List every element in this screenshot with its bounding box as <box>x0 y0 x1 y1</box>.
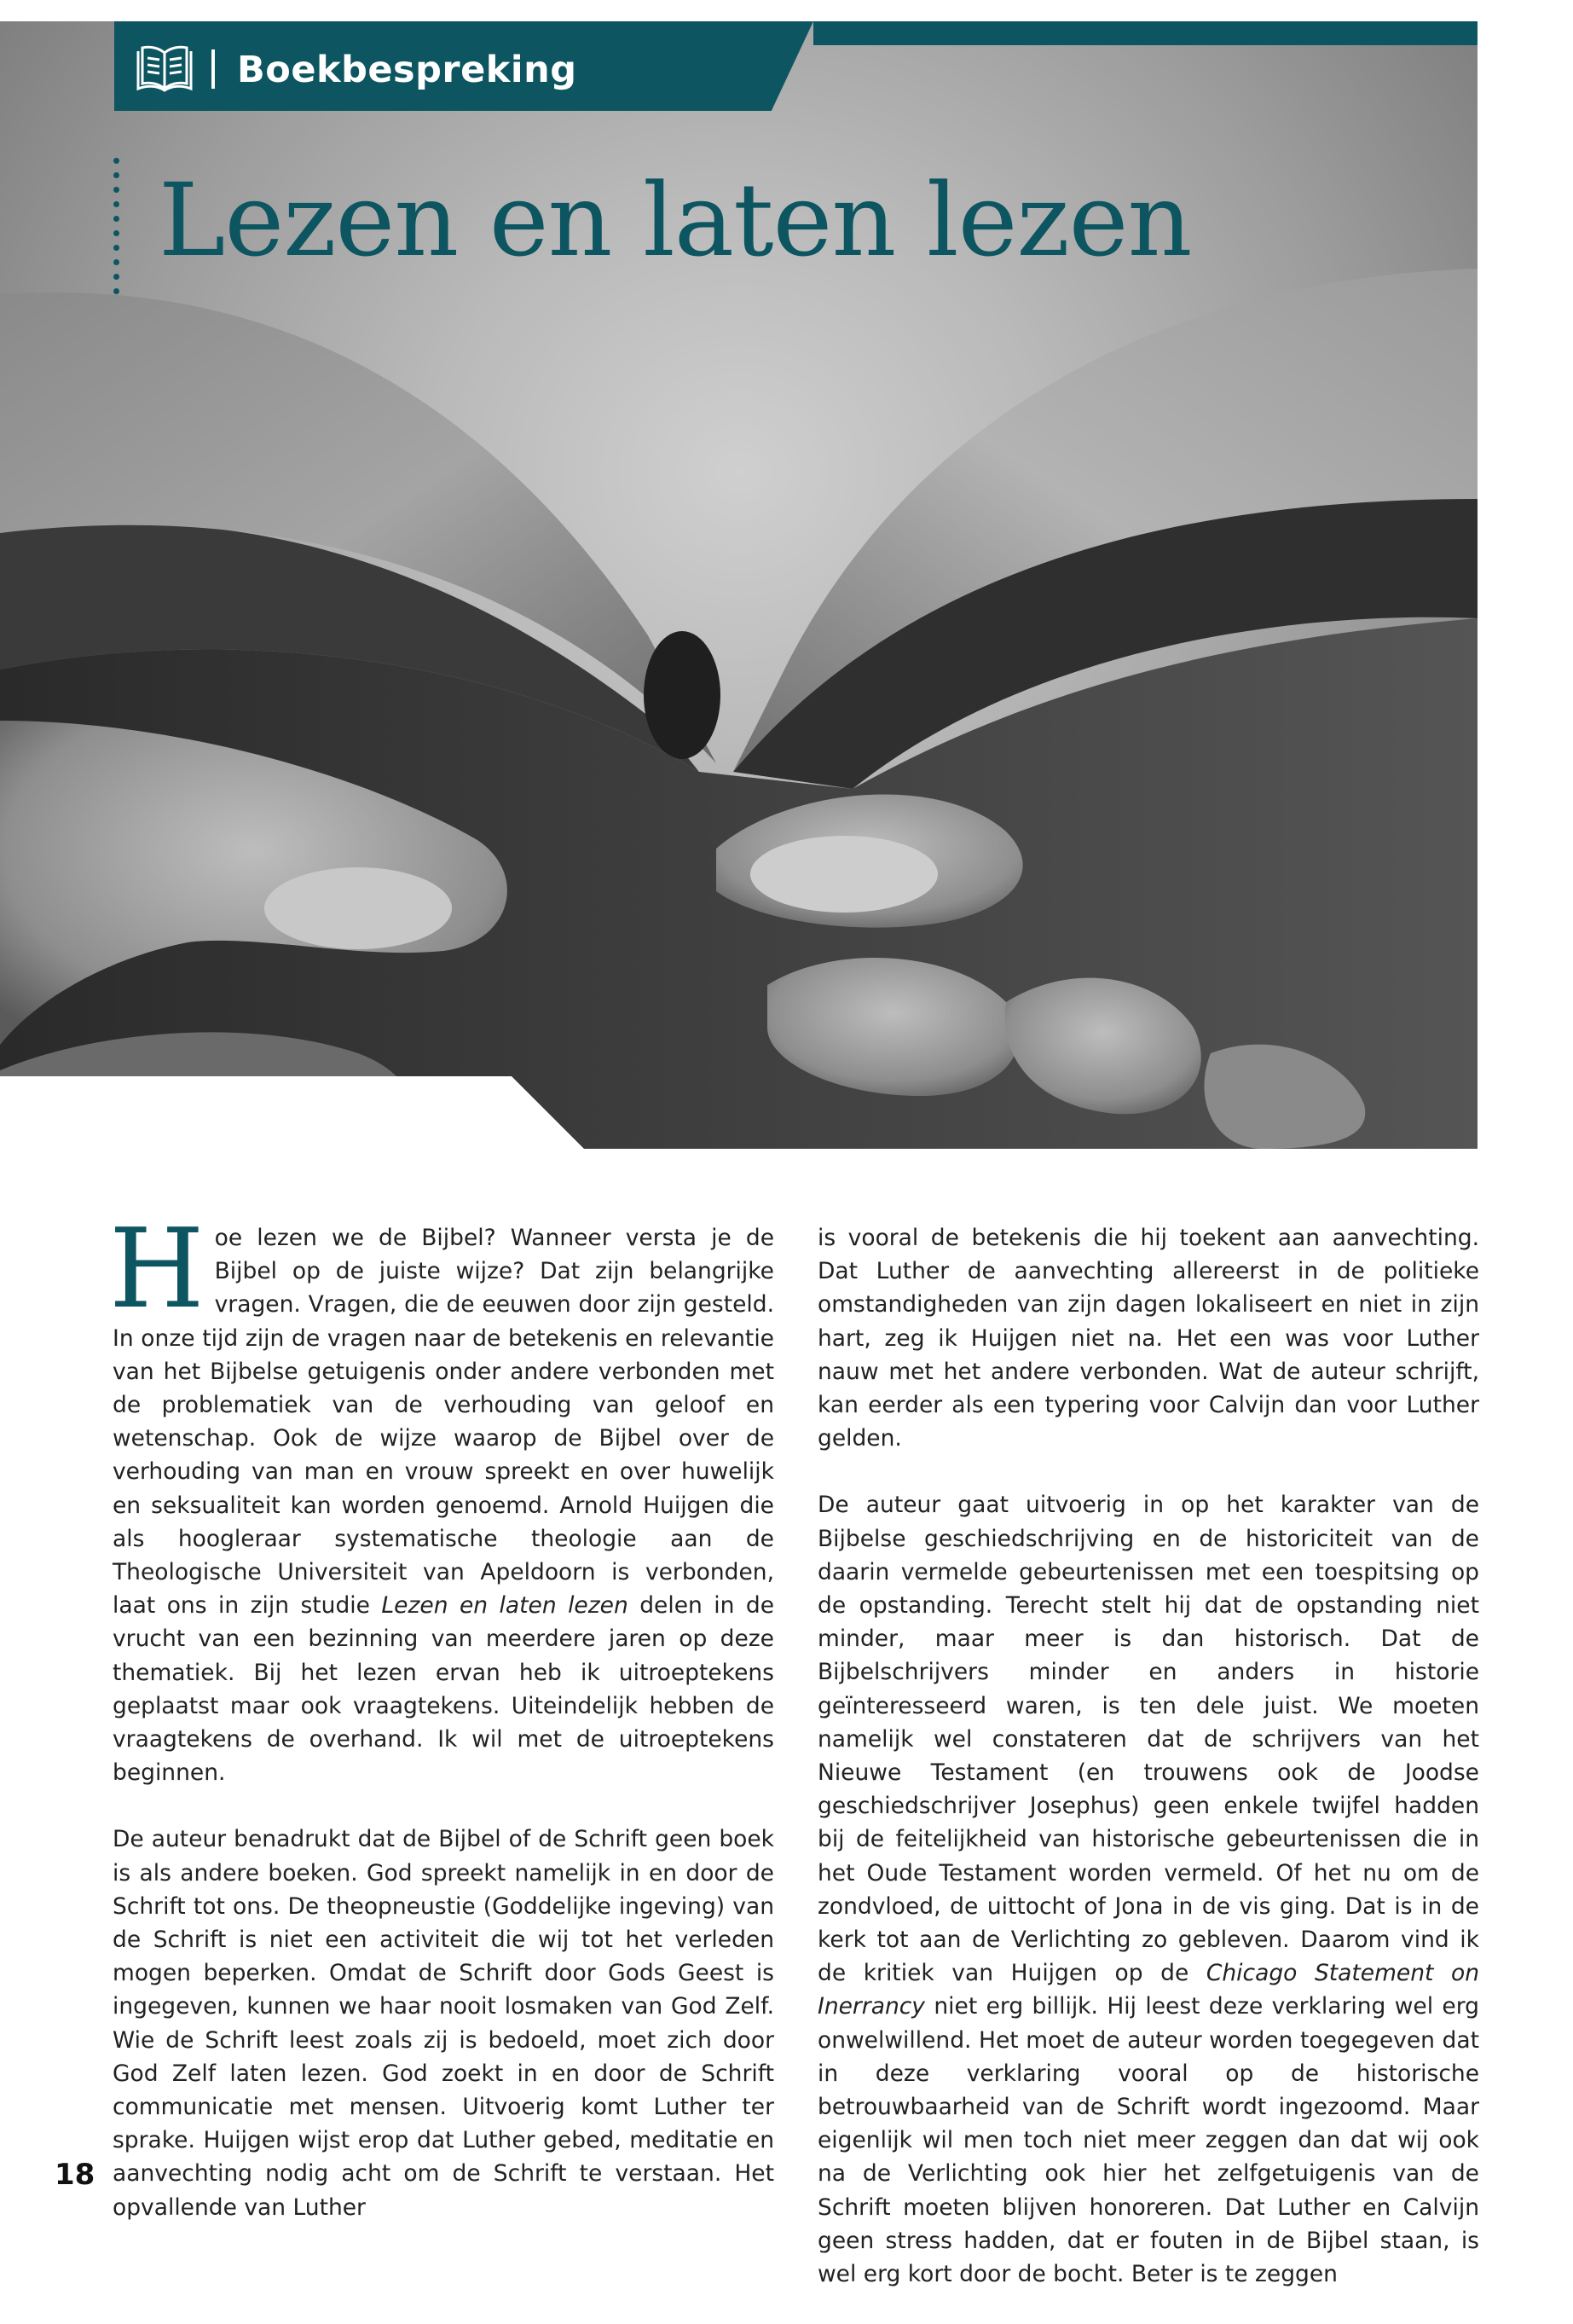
dotted-rule <box>113 158 120 303</box>
banner-divider <box>211 49 215 89</box>
book-title-italic: Lezen en laten lezen <box>381 1592 628 1620</box>
page-number: 18 <box>55 2158 95 2192</box>
paragraph: is vooral de betekenis die hij toekent aan aanvechting. Dat Luther de aanvechting allereerst in de politieke omstandigheden van zijn dagen lokaliseert en niet in zijn hart, zeg ik Huijgen niet na. Het een was voor Luther nauw met het andere verbonden. Wat de auteur schrijft, kan eerder als een typering voor Calvijn dan voor Luther gelden. <box>818 1225 1479 1452</box>
paragraph: De auteur benadrukt dat de Bijbel of de Schrift geen boek is als andere boeken. God spreekt namelijk in en door de Schrift tot ons. De theopneustie (Goddelijke ingeving) van de Schrift is niet een activiteit die wij tot het verleden mogen beperken. Omdat de Schrift door Gods Geest is ingegeven, kunnen we haar nooit losmaken van God Zelf. Wie de Schrift leest zoals zij is bedoeld, moet zich door God Zelf laten lezen. God zoekt in en door de Schrift communicatie met mensen. Uitvoerig komt Luther ter sprake. Huijgen wijst erop dat Luther gebed, meditatie en aanvechting nodig acht om de Schrift te verstaan. Het opvallende van Luther <box>113 1826 774 2221</box>
paragraph-text: delen in de vrucht van een bezinning van meerdere jaren op deze thematiek. Bij het lezen ervan heb ik uitroeptekens geplaatst maar ook vraagtekens. Uiteindelijk hebben de vraagtekens de overhand. Ik wil met de uitroeptekens beginnen. <box>113 1592 775 1787</box>
open-book-icon <box>135 43 194 96</box>
document-title-italic: Chicago Statement on Inerrancy <box>818 1960 1480 2020</box>
article-column-right <box>818 1221 1479 2324</box>
paragraph <box>818 1488 1479 2291</box>
paragraph <box>109 1206 775 1789</box>
paragraph-text: niet erg billijk. Hij leest deze verklaring wel erg onwelwillend. Het moet de auteur worden toegegeven dat in deze verklaring vooral op de historische betrouwbaarheid van de Schrift wordt ingezoomd. Maar eigenlijk wil men toch niet meer zeggen dan dat wij ook na de Verlichting ook hier het zelfgetuigenis van de Schrift moeten blijven honoreren. Dat Luther en Calvijn geen stress hadden, dat er fouten in de Bijbel staan, is wel erg kort door de bocht. Beter is te zeggen <box>818 1993 1479 2288</box>
article-column-left <box>109 1206 775 2257</box>
banner-strip <box>813 21 1478 45</box>
paragraph-text: De auteur gaat uitvoerig in op het karakter van de Bijbelse geschiedschrijving en de historiciteit van de daarin vermelde gebeurtenissen met een toespitsing op de opstanding. Terecht stelt hij dat de opstanding niet minder, maar meer is dan historisch. Dat de Bijbelschrijvers minder en anders in historie geïnteresseerd waren, is ten dele juist. We moeten namelijk wel constateren dat de schrijvers van het Nieuwe Testament (en trouwens ook de Joodse geschiedschrijver Josephus) geen enkele twijfel hadden bij de feitelijkheid van historische gebeurtenissen die in het Oude Testament worden vermeld. Of het nu om de zondvloed, de uittocht of Jona in de vis ging. Dat is in de kerk tot aan de Verlichting zo gebleven. Daarom vind ik de kritiek van Huijgen op de <box>818 1492 1479 1987</box>
article-title: Lezen en laten lezen <box>159 161 1192 279</box>
paragraph-text: oe lezen we de Bijbel? Wanneer versta je de Bijbel op de juiste wijze? Dat zijn belangrijke vragen. Vragen, die de eeuwen door zijn gesteld. In onze tijd zijn de vragen naar de betekenis en relevantie van het Bijbelse getuigenis onder andere verbonden met de problematiek van de verhouding van geloof en wetenschap. Ook de wijze waarop de Bijbel over de verhouding van man en vrouw spreekt en over huwelijk en seksualiteit kan worden genoemd. Arnold Huijgen die als hoogleraar systematische theologie aan de Theologische Universiteit van Apeldoorn is verbonden, laat ons in zijn studie <box>113 1225 774 1620</box>
corner-cut-shape <box>0 1076 588 1153</box>
drop-cap: H <box>109 1206 205 1333</box>
section-label: Boekbespreking <box>237 49 577 91</box>
